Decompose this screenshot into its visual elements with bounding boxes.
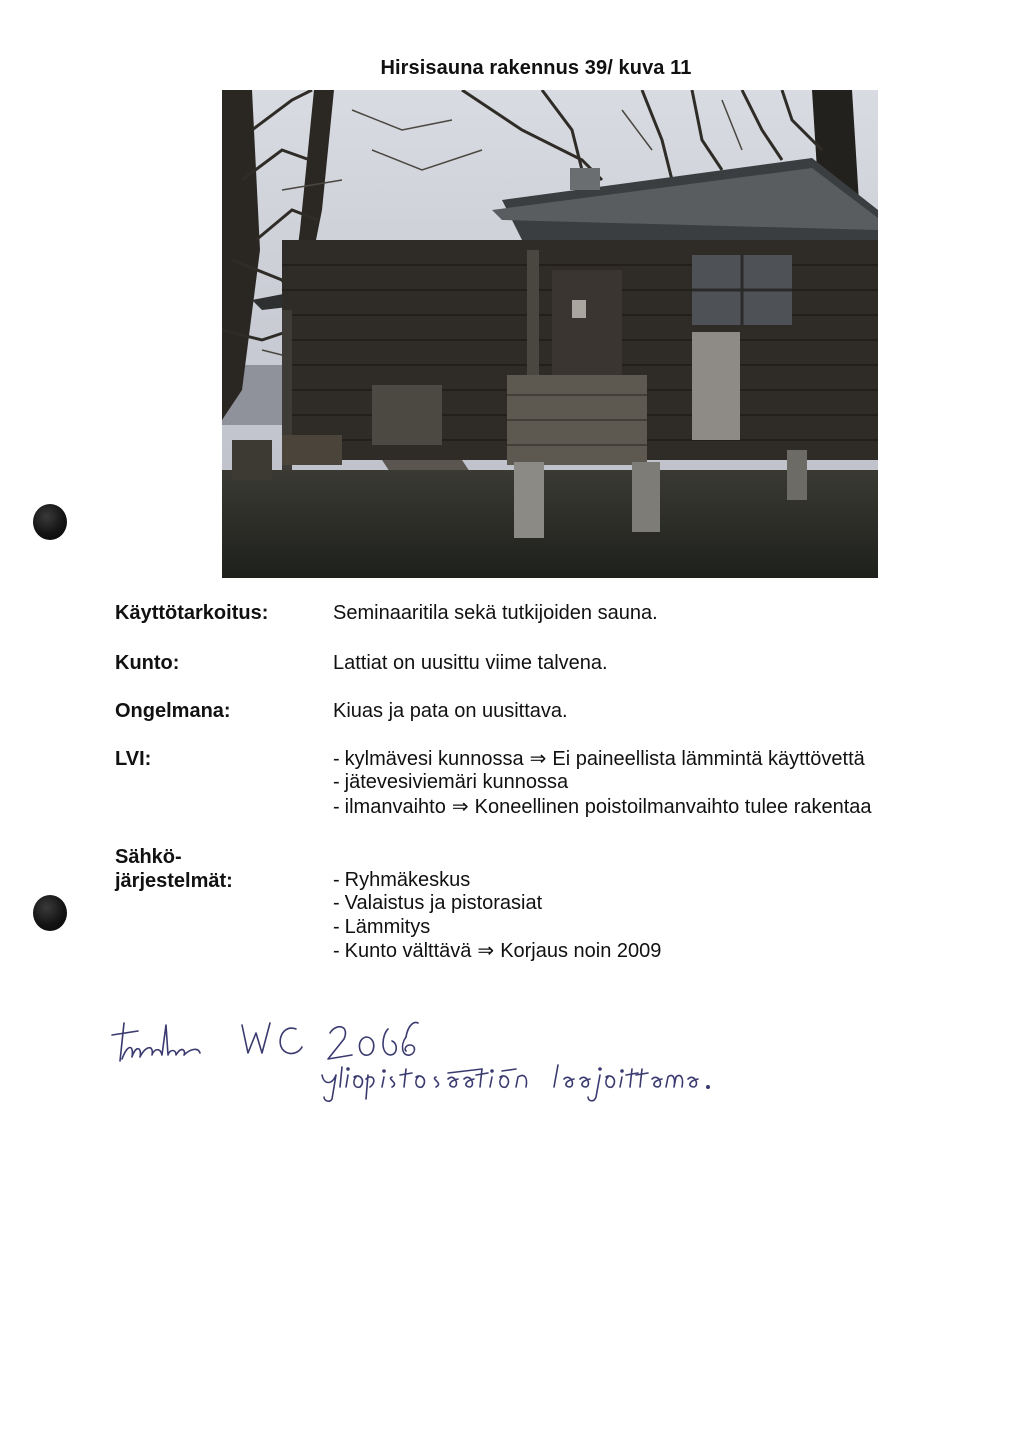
arrow-icon: ⇒ [477, 940, 495, 962]
label-sahko-line1: Sähkö- [115, 846, 182, 868]
dash: - [333, 771, 340, 793]
lvi-line-text: jätevesiviemäri kunnossa [344, 771, 569, 793]
sahko-line [333, 940, 661, 963]
lvi-line-text: ilmanvaihto [344, 796, 446, 818]
lvi-line [333, 748, 865, 771]
sahko-line [333, 892, 542, 915]
page-title: Hirsisauna rakennus 39/ kuva 11 [380, 57, 692, 79]
punch-hole [33, 895, 67, 931]
sahko-line [333, 869, 470, 892]
label-sahko-line2: järjestelmät: [115, 870, 233, 892]
sauna-photo [222, 90, 878, 578]
value-kunto: Lattiat on uusittu viime talvena. [333, 652, 608, 674]
sahko-line-text: Valaistus ja pistorasiat [344, 892, 543, 914]
handwritten-note [110, 1015, 810, 1105]
label-kayttotarkoitus: Käyttötarkoitus: [115, 602, 269, 624]
dash: - [333, 796, 340, 818]
dash: - [333, 892, 340, 914]
arrow-icon: ⇒ [451, 796, 469, 818]
sahko-line-result: Korjaus noin 2009 [500, 940, 662, 962]
punch-hole [33, 504, 67, 540]
dash: - [333, 940, 340, 962]
sahko-line-text: Kunto välttävä [344, 940, 472, 962]
arrow-icon: ⇒ [529, 748, 547, 770]
lvi-line-result: Koneellinen poistoilmanvaihto tulee rakentaa [474, 796, 872, 818]
dash: - [333, 869, 340, 891]
label-kunto: Kunto: [115, 652, 180, 674]
sahko-line-text: Lämmitys [344, 916, 431, 938]
dash: - [333, 748, 340, 770]
lvi-line-text: kylmävesi kunnossa [344, 748, 524, 770]
lvi-line-result: Ei paineellista lämmintä käyttövettä [552, 748, 865, 770]
sahko-line-text: Ryhmäkeskus [344, 869, 471, 891]
label-lvi: LVI: [115, 748, 152, 770]
value-kayttotarkoitus: Seminaaritila sekä tutkijoiden sauna. [333, 602, 658, 624]
label-ongelmana: Ongelmana: [115, 700, 231, 722]
sahko-line [333, 916, 430, 939]
lvi-line [333, 796, 872, 819]
dash: - [333, 916, 340, 938]
value-ongelmana: Kiuas ja pata on uusittava. [333, 700, 568, 722]
lvi-line [333, 771, 568, 794]
